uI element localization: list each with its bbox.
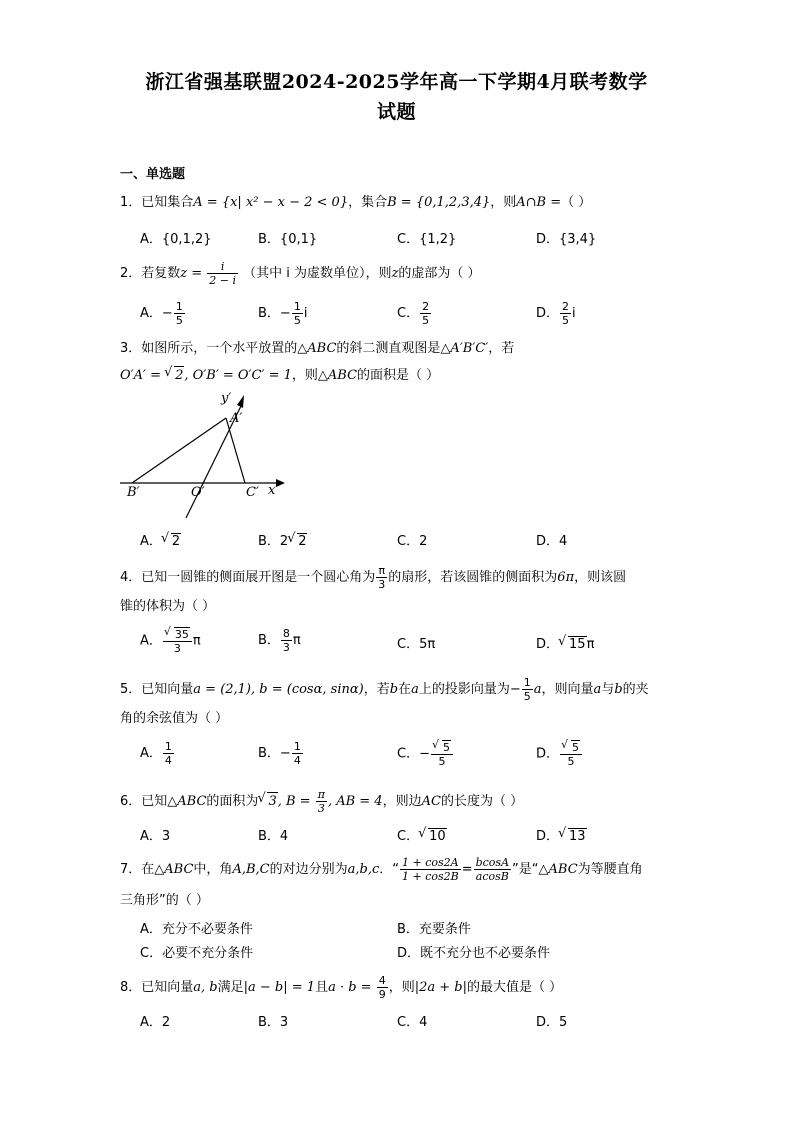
question-4-option-d: D．√ 15π bbox=[536, 633, 594, 652]
question-3-stem-line-1: 3．如图所示，一个水平放置的△ABC的斜二测直观图是△A′B′C′，若 bbox=[120, 341, 515, 356]
question-4-stem-line-1: 4．已知一圆锥的侧面展开图是一个圆心角为 $\frac{\pi}{3}$ 的扇形，若该圆锥的侧面积为6π，则该圆 bbox=[120, 564, 627, 591]
question-6-option-d: D．√ 13 bbox=[536, 825, 587, 844]
label-x-axis: x′ bbox=[268, 483, 279, 498]
question-8-option-a: A．2 bbox=[140, 1015, 171, 1030]
label-y-axis: y′ bbox=[221, 391, 232, 406]
question-4-option-c: C．5π bbox=[397, 637, 436, 652]
question-1-option-d: D．{3,4} bbox=[536, 232, 597, 247]
page-title-line-1: 浙江省强基联盟2024-2025学年高一下学期4月联考数学 bbox=[145, 71, 648, 93]
question-7-option-b: B．充要条件 bbox=[397, 922, 471, 937]
question-5-option-a: A． $\frac{1}{4}$ bbox=[140, 740, 172, 767]
question-8-stem: 8．已知向量a, b满足|a − b| = 1且a · b = $\frac{4}{9}$ ，则|2a + b|的最大值是（ ） bbox=[120, 974, 563, 1001]
section-heading: 一、单选题 bbox=[120, 167, 186, 182]
question-1-option-c: C．{1,2} bbox=[397, 232, 457, 247]
question-8-option-b: B．3 bbox=[258, 1015, 289, 1030]
question-7-option-c: C．必要不充分条件 bbox=[140, 946, 254, 961]
label-point-a: A′ bbox=[230, 411, 243, 426]
question-2-option-b: B．− $\frac{1}{5}$ i bbox=[258, 300, 308, 327]
question-2-option-a: A．− $\frac{1}{5}$ bbox=[140, 300, 183, 327]
question-5-stem-line-1: 5．已知向量a = (2,1), b = (cosα, sinα)，若b在a上的投影向量为− $\frac{1}{5}$ a，则向量a与b的夹 bbox=[120, 676, 649, 703]
question-6-option-a: A．3 bbox=[140, 829, 171, 844]
segment-b-a bbox=[132, 418, 226, 483]
question-4-option-a: A． √ $\frac{35}{3}$ π bbox=[140, 627, 201, 655]
question-8-option-d: D．5 bbox=[536, 1015, 568, 1030]
y-axis-arrow-icon bbox=[237, 395, 244, 408]
question-1-option-b: B．{0,1} bbox=[258, 232, 318, 247]
question-7-option-d: D．既不充分也不必要条件 bbox=[397, 946, 551, 961]
question-4-stem-line-2: 锥的体积为（ ） bbox=[120, 599, 216, 614]
oblique-projection-figure bbox=[118, 390, 298, 522]
question-5-option-b: B．− $\frac{1}{4}$ bbox=[258, 740, 301, 767]
page-title-line-2: 试题 bbox=[376, 101, 416, 123]
question-8-option-c: C．4 bbox=[397, 1015, 428, 1030]
question-6-stem: 6．已知△ABC的面积为√ 3, B = $\frac{\pi}{3}$ , AB = 4，则边AC的长度为（ ） bbox=[120, 788, 523, 815]
question-3-option-c: C．2 bbox=[397, 534, 428, 549]
question-5-stem-line-2: 角的余弦值为（ ） bbox=[120, 711, 229, 726]
segment-a-c bbox=[226, 418, 245, 483]
question-2-option-c: C． $\frac{2}{5}$ bbox=[397, 300, 430, 327]
question-2-option-d: D． $\frac{2}{5}$ i bbox=[536, 300, 576, 327]
question-6-option-b: B．4 bbox=[258, 829, 289, 844]
question-1-stem: 1．已知集合A = {x| x² − x − 2 < 0}，集合B = {0,1,2,3,4}，则A∩B =（ ） bbox=[120, 195, 592, 210]
question-7-stem-line-2: 三角形”的（ ） bbox=[120, 893, 209, 908]
question-1-option-a: A．{0,1,2} bbox=[140, 232, 212, 247]
question-7-stem-line-1: 7．在△ABC中，角A,B,C的对边分别为a,b,c．“ $\frac{1 + \cos 2A}{1 + \cos 2B}$ = $\frac{bcosA}{acosB}$ ”是“△ABC为等腰直角 bbox=[120, 856, 643, 883]
question-3-option-d: D．4 bbox=[536, 534, 568, 549]
question-3-option-a: A．√ 2 bbox=[140, 530, 181, 549]
question-3-option-b: B．2√ 2 bbox=[258, 530, 307, 549]
label-point-b: B′ bbox=[127, 485, 140, 500]
question-6-option-c: C．√ 10 bbox=[397, 825, 447, 844]
label-point-o: O′ bbox=[191, 485, 205, 500]
question-3-stem-line-2: O′A′ = √ 2, O′B′ = O′C′ = 1，则△ABC的面积是（ ） bbox=[120, 366, 439, 385]
question-5-option-d: D． √ $\frac{5}{5}$ bbox=[536, 740, 583, 768]
question-7-option-a: A．充分不必要条件 bbox=[140, 922, 253, 937]
label-point-c: C′ bbox=[246, 485, 259, 500]
question-5-option-c: C．− √ $\frac{5}{5}$ bbox=[397, 740, 454, 768]
question-2-stem: 2．若复数z = $\frac{i}{2 - i}$ （其中 i 为虚数单位），则z的虚部为（ ） bbox=[120, 260, 481, 287]
question-4-option-b: B． $\frac{8}{3}$ π bbox=[258, 627, 301, 654]
